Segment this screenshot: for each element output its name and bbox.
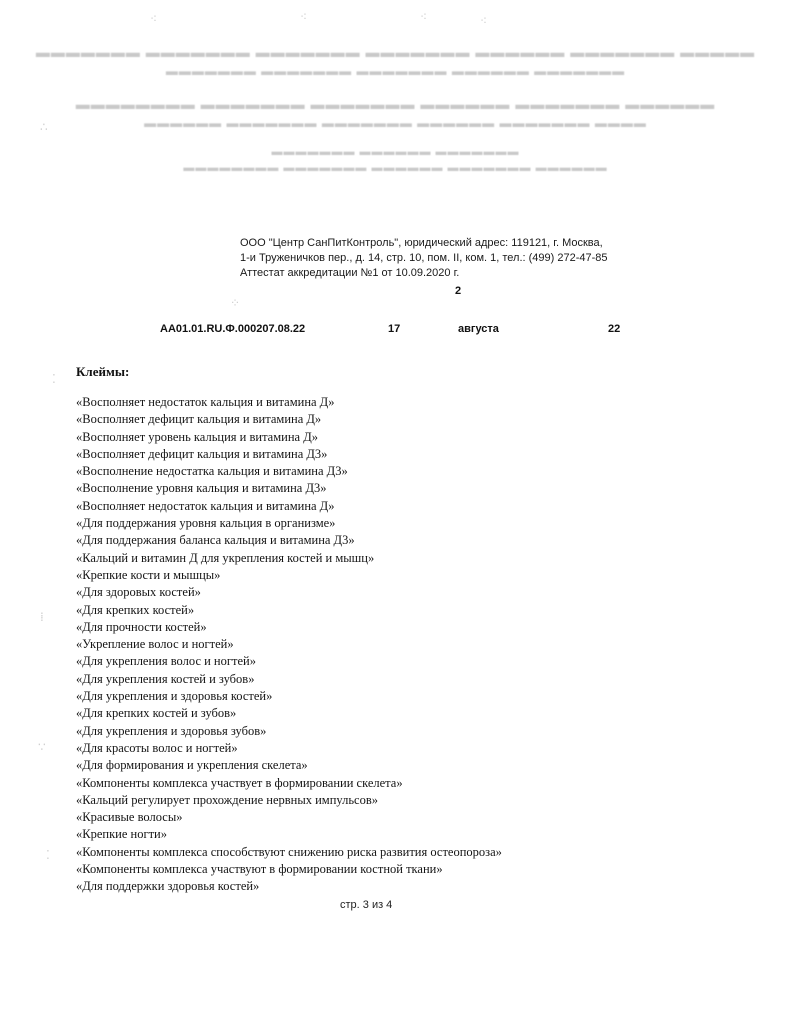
page-footer: стр. 3 из 4 bbox=[340, 899, 393, 911]
faded-header-line: ▬▬▬▬▬▬▬▬ ▬▬▬▬▬▬▬ ▬▬▬▬▬▬▬ ▬▬▬▬▬▬ ▬▬▬▬▬▬▬ ▬▬▬▬▬▬ bbox=[75, 96, 716, 112]
scan-speck: ⁘ bbox=[230, 296, 241, 310]
scan-speck: ⁚ bbox=[46, 848, 50, 862]
scan-speck: ∵ bbox=[38, 740, 46, 754]
page-marker: 2 bbox=[455, 285, 462, 297]
registration-day: 17 bbox=[388, 323, 401, 335]
registration-number: АА01.01.RU.Ф.000207.08.22 bbox=[160, 323, 306, 335]
claims-list bbox=[76, 394, 502, 896]
claim-item: «Для укрепления и здоровья зубов» bbox=[76, 723, 267, 738]
scan-speck: ∴ bbox=[40, 120, 48, 134]
lab-line: ООО "Центр СанПитКонтроль", юридический адрес: 119121, г. Москва, bbox=[240, 237, 603, 249]
claim-item: «Крепкие ногти» bbox=[76, 827, 167, 842]
claim-item: «Восполняет дефицит кальция и витамина Д3» bbox=[76, 446, 328, 461]
faded-header-line: ▬▬▬▬▬▬▬ ▬▬▬▬▬▬▬ ▬▬▬▬▬▬▬ ▬▬▬▬▬▬▬ ▬▬▬▬▬▬ ▬▬▬▬▬▬▬ ▬▬▬▬▬ bbox=[35, 44, 756, 60]
lab-line: 1-и Труженичков пер., д. 14, стр. 10, пом. II, ком. 1, тел.: (499) 272-47-85 bbox=[240, 252, 608, 264]
claim-item: «Для поддержания баланса кальция и витамина Д3» bbox=[76, 533, 355, 548]
claim-item: «Для укрепления волос и ногтей» bbox=[76, 654, 256, 669]
faded-header-line: ▬▬▬▬▬▬ ▬▬▬▬▬▬▬ ▬▬▬▬▬▬▬ ▬▬▬▬▬▬ ▬▬▬▬▬▬▬ ▬▬▬▬ bbox=[144, 116, 647, 130]
faded-header-line: ▬▬▬▬▬▬▬▬ ▬▬▬▬▬▬▬ ▬▬▬▬▬▬ ▬▬▬▬▬▬▬ ▬▬▬▬▬▬ bbox=[183, 162, 608, 174]
scan-speck: ⁖ bbox=[480, 14, 488, 28]
claim-item: «Для укрепления костей и зубов» bbox=[76, 671, 255, 686]
scan-speck: ⁚ bbox=[52, 372, 56, 386]
faded-header-line: ▬▬▬▬▬▬▬ ▬▬▬▬▬▬▬ ▬▬▬▬▬▬▬ ▬▬▬▬▬▬ ▬▬▬▬▬▬▬ bbox=[165, 64, 626, 78]
claim-item: «Красивые волосы» bbox=[76, 810, 183, 825]
claim-item: «Восполняет недостаток кальция и витамина Д» bbox=[76, 395, 335, 409]
registration-year: 22 bbox=[608, 323, 621, 335]
claim-item: «Восполнение недостатка кальция и витамина Д3» bbox=[76, 464, 348, 479]
faded-header-line: ▬▬▬▬▬▬▬ ▬▬▬▬▬▬ ▬▬▬▬▬▬▬ bbox=[271, 146, 520, 158]
claim-item: «Для укрепления и здоровья костей» bbox=[76, 689, 273, 704]
claim-item: «Компоненты комплекса участвует в формировании скелета» bbox=[76, 775, 403, 790]
claim-item: «Для крепких костей» bbox=[76, 602, 195, 617]
claim-item: «Кальций и витамин Д для укрепления костей и мышц» bbox=[76, 550, 375, 565]
claim-item: «Компоненты комплекса участвуют в формировании костной ткани» bbox=[76, 862, 443, 877]
claim-item: «Восполнение уровня кальция и витамина Д3» bbox=[76, 481, 327, 496]
claim-item: «Укрепление волос и ногтей» bbox=[76, 637, 234, 652]
scan-speck: ⁖ bbox=[300, 10, 308, 24]
claim-item: «Для крепких костей и зубов» bbox=[76, 706, 237, 721]
claims-heading: Клеймы: bbox=[76, 364, 130, 379]
registration-month: августа bbox=[458, 323, 499, 335]
claim-item: «Восполняет дефицит кальция и витамина Д» bbox=[76, 412, 322, 427]
claim-item: «Компоненты комплекса способствуют снижению риска развития остеопороза» bbox=[76, 844, 502, 859]
scan-speck: ⁞ bbox=[40, 610, 44, 624]
claim-item: «Для прочности костей» bbox=[76, 619, 207, 634]
claim-item: «Для здоровых костей» bbox=[76, 585, 201, 600]
claim-item: «Восполняет уровень кальция и витамина Д» bbox=[76, 429, 318, 444]
claim-item: «Для поддержки здоровья костей» bbox=[76, 879, 260, 894]
claim-item: «Крепкие кости и мышцы» bbox=[76, 567, 221, 582]
scan-speck: ⁖ bbox=[150, 12, 158, 26]
claim-item: «Для формирования и укрепления скелета» bbox=[76, 758, 308, 773]
lab-line: Аттестат аккредитации №1 от 10.09.2020 г. bbox=[240, 267, 460, 279]
claim-item: «Для поддержания уровня кальция в организме» bbox=[76, 516, 336, 531]
claim-item: «Для красоты волос и ногтей» bbox=[76, 740, 238, 755]
claim-item: «Восполняет недостаток кальция и витамина Д» bbox=[76, 498, 335, 513]
claim-item: «Кальций регулирует прохождение нервных импульсов» bbox=[76, 792, 378, 807]
scan-speck: ⁖ bbox=[420, 10, 428, 24]
laboratory-details bbox=[240, 236, 608, 281]
